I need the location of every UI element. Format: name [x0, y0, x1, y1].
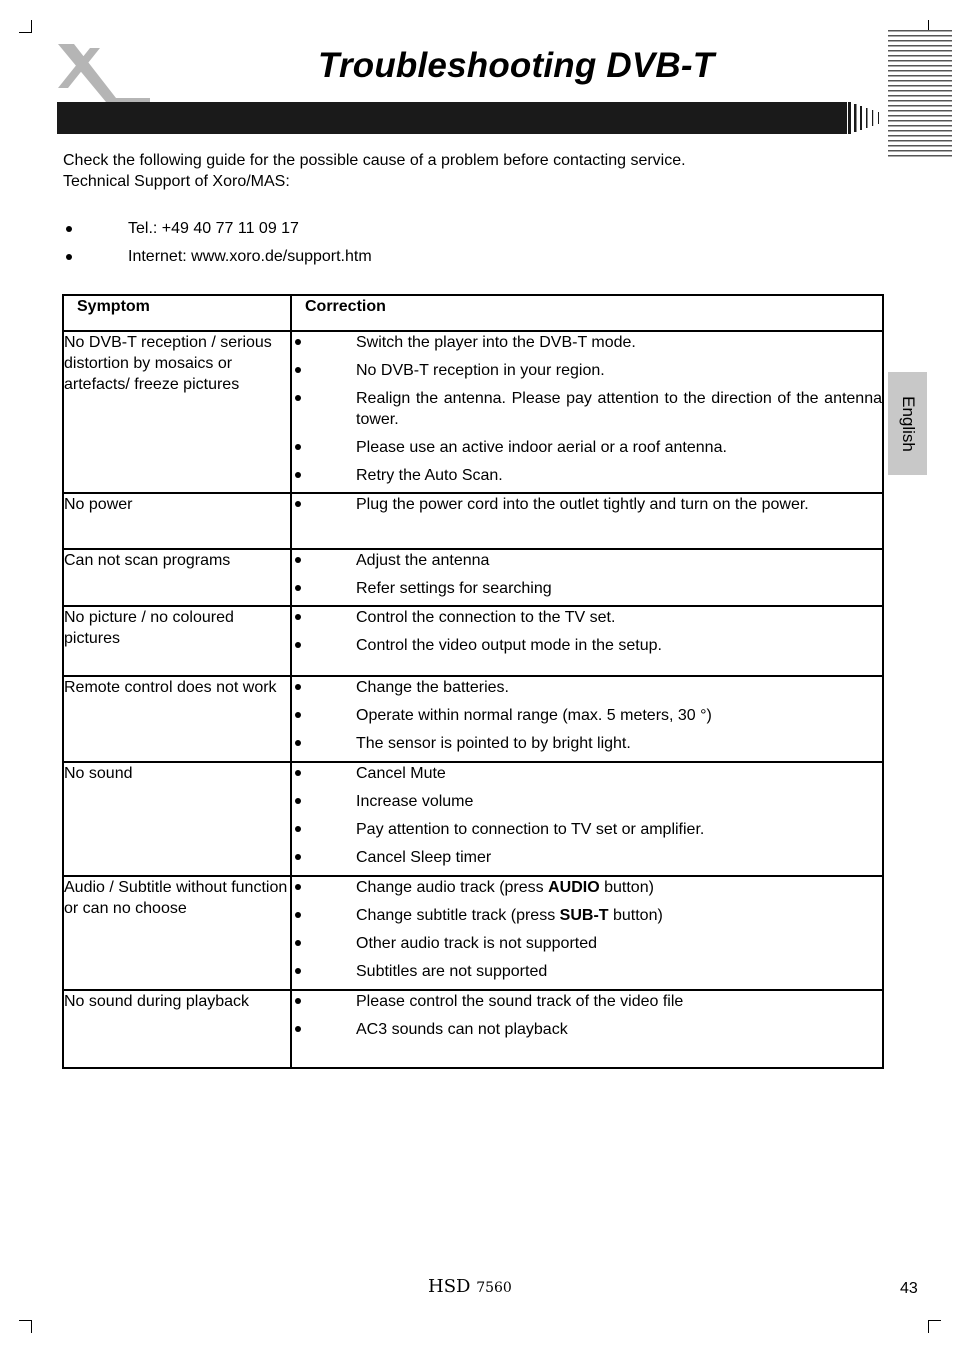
bullet-icon [295, 826, 301, 832]
correction-text: Cancel Sleep timer [356, 849, 492, 866]
table-row [63, 762, 883, 876]
table-row [63, 990, 883, 1068]
correction-item [292, 360, 882, 381]
correction-item [292, 677, 882, 698]
table-row [63, 606, 883, 676]
bullet-icon [295, 998, 301, 1004]
correction-text: button) [608, 907, 663, 924]
table-row [63, 549, 883, 606]
correction-text: Pay attention to connection to TV set or amplifier. [356, 821, 705, 838]
correction-cell [291, 331, 883, 493]
bullet-icon [295, 1026, 301, 1032]
bullet-icon [295, 614, 301, 620]
correction-cell [291, 549, 883, 606]
bullet-icon [295, 854, 301, 860]
correction-list [292, 991, 882, 1040]
correction-item [292, 961, 882, 982]
contact-item-website [63, 246, 372, 274]
correction-cell [291, 493, 883, 549]
bullet-icon [66, 226, 72, 232]
correction-list [292, 677, 882, 754]
correction-cell [291, 762, 883, 876]
correction-item [292, 1019, 882, 1040]
bullet-icon [295, 367, 301, 373]
correction-text: Refer settings for searching [356, 580, 552, 597]
correction-item [292, 763, 882, 784]
symptom-cell: Remote control does not work [63, 676, 291, 762]
bullet-icon [295, 339, 301, 345]
intro-line-2: Technical Support of Xoro/MAS: [63, 173, 290, 190]
bullet-icon [295, 912, 301, 918]
correction-text: Control the connection to the TV set. [356, 609, 616, 626]
correction-cell [291, 606, 883, 676]
table-row [63, 493, 883, 549]
model-name [428, 1276, 512, 1297]
bullet-icon [295, 740, 301, 746]
header-correction: Correction [291, 295, 883, 331]
page-number: 43 [900, 1280, 918, 1297]
bullet-icon [295, 684, 301, 690]
correction-list [292, 877, 882, 982]
symptom-cell: No DVB-T reception / serious distortion by mosaics or artefacts/ freeze pictures [63, 331, 291, 493]
bullet-icon [295, 444, 301, 450]
table-row [63, 876, 883, 990]
table-row [63, 676, 883, 762]
symptom-cell: No picture / no coloured pictures [63, 606, 291, 676]
correction-text: Realign the antenna. Please pay attention to the direction of the antenna tower. [356, 390, 882, 428]
xoro-logo [54, 38, 154, 104]
contact-item-phone [63, 218, 372, 246]
correction-list [292, 332, 882, 486]
page-title: Troubleshooting DVB-T [318, 46, 715, 85]
bullet-icon [66, 254, 72, 260]
bullet-icon [295, 884, 301, 890]
correction-item [292, 905, 882, 926]
correction-item [292, 465, 882, 486]
correction-item [292, 733, 882, 754]
model-number: 7560 [476, 1280, 512, 1296]
contact-website-text: Internet: www.xoro.de/support.htm [128, 248, 372, 265]
correction-item [292, 332, 882, 353]
correction-text: Retry the Auto Scan. [356, 467, 503, 484]
correction-text: Operate within normal range (max. 5 meters, 30 °) [356, 707, 712, 724]
correction-text: AC3 sounds can not playback [356, 1021, 568, 1038]
correction-text: Increase volume [356, 793, 474, 810]
correction-text: Change subtitle track (press [356, 907, 560, 924]
correction-text: Change the batteries. [356, 679, 509, 696]
button-name: AUDIO [548, 879, 600, 896]
correction-cell [291, 676, 883, 762]
table-body [63, 331, 883, 1068]
correction-text: Please use an active indoor aerial or a roof antenna. [356, 439, 727, 456]
correction-item [292, 388, 882, 430]
correction-item [292, 705, 882, 726]
crop-mark-top-left [19, 20, 32, 33]
language-tab [888, 372, 927, 475]
symptom-cell: No power [63, 493, 291, 549]
correction-list [292, 607, 882, 656]
correction-list [292, 494, 882, 515]
correction-item [292, 437, 882, 458]
symptom-cell: Audio / Subtitle without function or can no choose [63, 876, 291, 990]
correction-item [292, 550, 882, 571]
intro-line-1: Check the following guide for the possible cause of a problem before contacting service. [63, 152, 686, 169]
correction-item [292, 819, 882, 840]
correction-text: Please control the sound track of the video file [356, 993, 684, 1010]
crop-mark-bottom-left [19, 1320, 32, 1333]
correction-item [292, 847, 882, 868]
bullet-icon [295, 968, 301, 974]
correction-item [292, 607, 882, 628]
correction-item [292, 635, 882, 656]
correction-cell [291, 876, 883, 990]
bullet-icon [295, 585, 301, 591]
correction-text: Other audio track is not supported [356, 935, 598, 952]
correction-text: Change audio track (press [356, 879, 549, 896]
bullet-icon [295, 642, 301, 648]
correction-text: The sensor is pointed to by bright light. [356, 735, 631, 752]
correction-item [292, 933, 882, 954]
correction-text: Adjust the antenna [356, 552, 490, 569]
bullet-icon [295, 798, 301, 804]
correction-list [292, 763, 882, 868]
model-prefix: HSD [428, 1276, 471, 1297]
bullet-icon [295, 770, 301, 776]
contact-list [63, 218, 372, 274]
correction-item [292, 791, 882, 812]
bullet-icon [295, 472, 301, 478]
contact-phone-text: Tel.: +49 40 77 11 09 17 [128, 220, 299, 237]
correction-text: Subtitles are not supported [356, 963, 548, 980]
bullet-icon [295, 712, 301, 718]
correction-text: No DVB-T reception in your region. [356, 362, 605, 379]
button-name: SUB-T [559, 907, 609, 924]
troubleshooting-table [62, 294, 884, 1069]
bullet-icon [295, 501, 301, 507]
correction-item [292, 494, 882, 515]
correction-item [292, 578, 882, 599]
symptom-cell: No sound during playback [63, 990, 291, 1068]
correction-text: Plug the power cord into the outlet tightly and turn on the power. [356, 496, 809, 513]
decorative-stripes [888, 30, 952, 158]
correction-text: Switch the player into the DVB-T mode. [356, 334, 636, 351]
correction-list [292, 550, 882, 599]
title-bar-fade [840, 102, 884, 134]
correction-text: Control the video output mode in the setup. [356, 637, 662, 654]
bullet-icon [295, 940, 301, 946]
table-header-row [63, 295, 883, 331]
title-bar [57, 102, 847, 134]
correction-item [292, 991, 882, 1012]
symptom-cell: Can not scan programs [63, 549, 291, 606]
correction-cell [291, 990, 883, 1068]
table-row [63, 331, 883, 493]
header-symptom: Symptom [63, 295, 291, 331]
correction-text: Cancel Mute [356, 765, 446, 782]
language-tab-label: English [898, 395, 918, 452]
correction-text: button) [599, 879, 654, 896]
symptom-cell: No sound [63, 762, 291, 876]
correction-item [292, 877, 882, 898]
crop-mark-bottom-right [928, 1320, 941, 1333]
intro-text [63, 150, 686, 192]
bullet-icon [295, 395, 301, 401]
bullet-icon [295, 557, 301, 563]
